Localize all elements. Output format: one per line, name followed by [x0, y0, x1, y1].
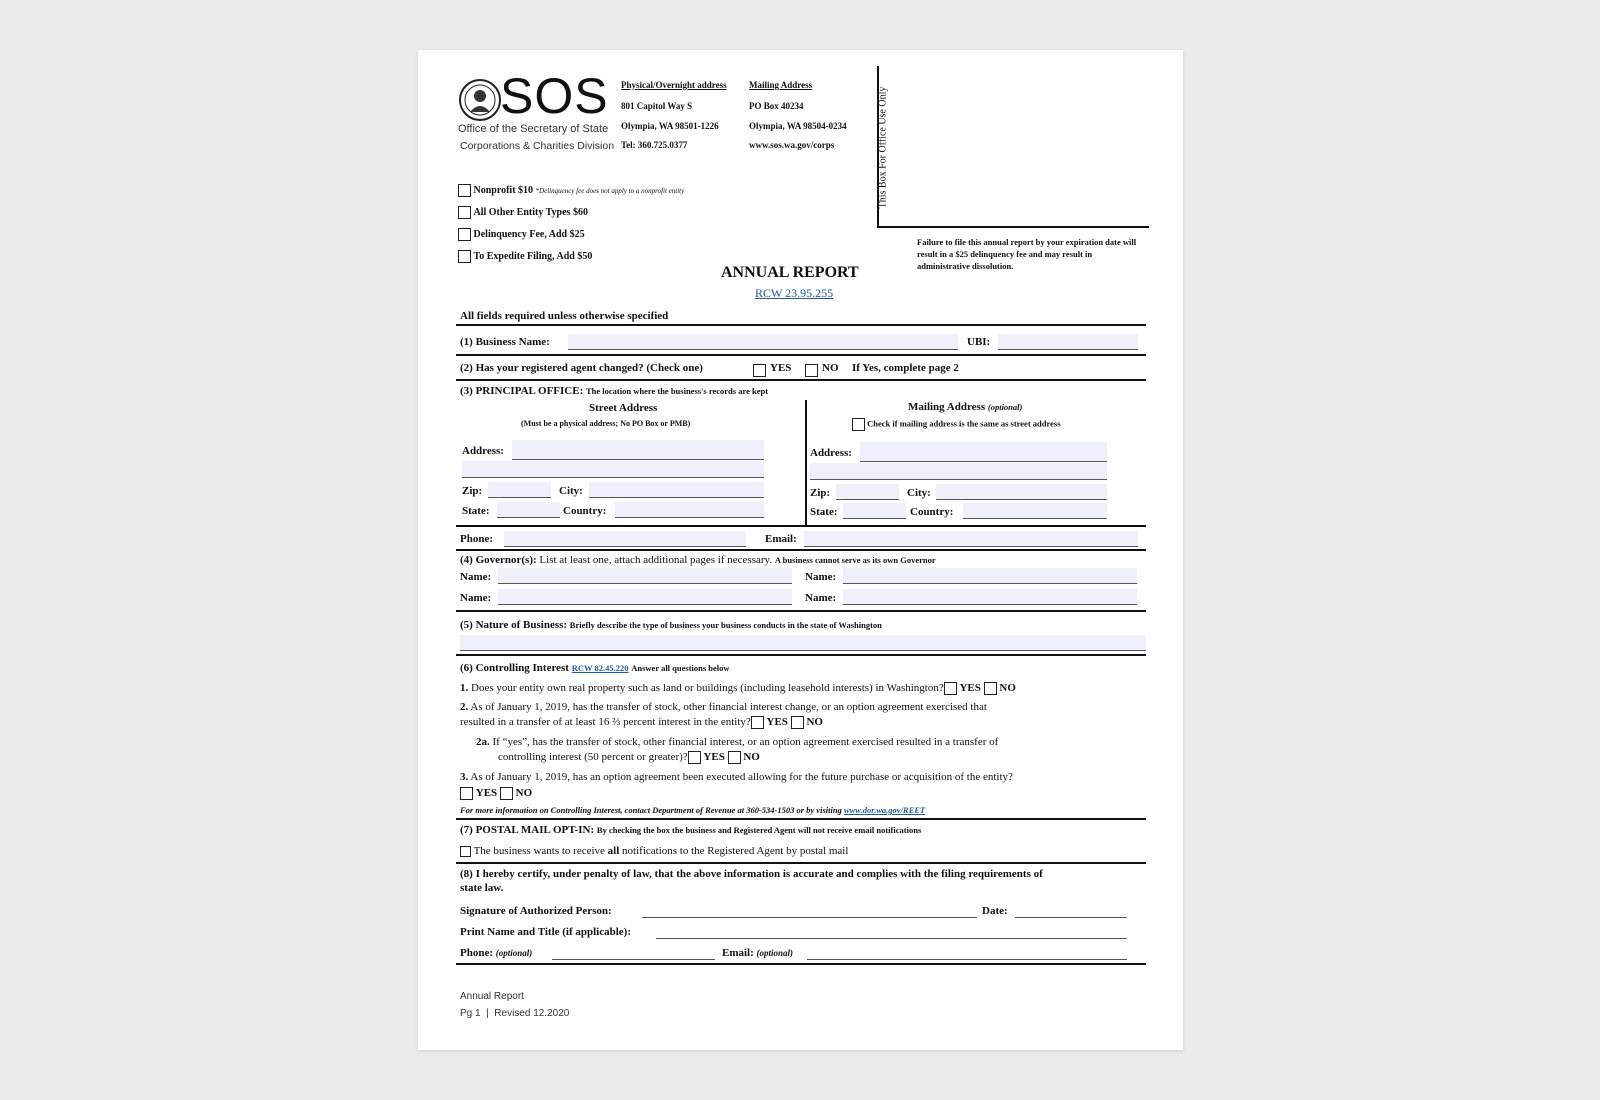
governors-text: List at least one, attach additional pages if necessary. [539, 554, 773, 566]
question-3 [460, 771, 1013, 783]
q3-text: As of January 1, 2019, has an option agreement been executed allowing for the future purchase or acquisition of the entity? [470, 771, 1013, 783]
sign-email-input[interactable] [807, 944, 1127, 960]
nature-label: (5) Nature of Business: [460, 619, 568, 631]
same-address-option[interactable] [852, 418, 1061, 431]
sign-phone-label [460, 947, 532, 959]
governor-name-input-1[interactable] [498, 568, 792, 584]
nature-input[interactable] [460, 635, 1146, 651]
q3-no-checkbox[interactable] [500, 787, 513, 800]
business-name-input[interactable] [568, 334, 958, 350]
question-2a [476, 736, 998, 748]
mailing-country-label: Country: [910, 506, 954, 518]
postal-heading [460, 824, 921, 836]
postal-opt-bold: all [607, 845, 620, 857]
q1-yes-label: YES [959, 682, 981, 695]
physical-heading: Physical/Overnight address [621, 80, 727, 90]
rule-10 [456, 963, 1146, 965]
q1-text: Does your entity own real property such as land or buildings (including leasehold interests) in Washington? [471, 682, 944, 695]
same-address-label: Check if mailing address is the same as street address [867, 418, 1061, 429]
fee-delinquency[interactable] [458, 228, 585, 241]
q3-yes-label: YES [475, 787, 498, 800]
certify-line1: (8) I hereby certify, under penalty of law, that the above information is accurate and complies with the filing requirements of [460, 868, 1043, 880]
q2a-no-label: NO [743, 751, 760, 764]
q2-text-line2: resulted in a transfer of at least 16 ⅔ percent interest in the entity? [460, 716, 751, 729]
street-address-label: Address: [462, 445, 504, 457]
question-3-answers [460, 787, 532, 800]
agent-no-checkbox[interactable] [805, 364, 818, 377]
rule-9 [456, 862, 1146, 864]
agent-note: If Yes, complete page 2 [852, 362, 959, 374]
office-box-bottom-rule [877, 226, 1149, 228]
fee-nonprofit-label: Nonprofit $10 [473, 184, 534, 196]
rule-5 [456, 549, 1146, 551]
print-name-label: Print Name and Title (if applicable): [460, 926, 632, 938]
postal-label: (7) POSTAL MAIL OPT-IN: [460, 824, 595, 836]
agent-yes-checkbox[interactable] [753, 364, 766, 377]
mailing-optional-label: (optional) [987, 402, 1023, 412]
postal-opt-in-checkbox[interactable] [460, 846, 471, 857]
principal-office-sub: The location where the business's records are kept [585, 386, 769, 396]
q2a-text-line2: controlling interest (50 percent or greater)? [498, 751, 688, 764]
mailing-state-label: State: [810, 506, 838, 518]
governors-heading [460, 554, 936, 566]
footer-doc: Annual Report [460, 991, 524, 1002]
mailing-address-input-1[interactable] [860, 442, 1107, 462]
fee-other-checkbox[interactable] [458, 206, 471, 219]
rule-4 [456, 525, 1146, 527]
agent-changed-label: (2) Has your registered agent changed? (Check one) [460, 362, 703, 374]
governor-name-label-3: Name: [460, 592, 492, 604]
controlling-note: Answer all questions below [631, 663, 730, 673]
phone-input[interactable] [504, 531, 746, 547]
sign-phone-optional: (optional) [495, 948, 533, 958]
dor-link[interactable]: www.dor.wa.gov/REET [843, 805, 926, 815]
q3-number: 3. [460, 771, 469, 783]
date-input[interactable] [1015, 902, 1127, 918]
postal-opt-pre: The business wants to receive [473, 845, 605, 857]
print-name-input[interactable] [656, 923, 1127, 939]
governor-name-label-2: Name: [805, 571, 837, 583]
mailing-state-input[interactable] [843, 503, 906, 519]
phone-label: Phone: [460, 533, 493, 545]
q2a-yes-label: YES [703, 751, 725, 764]
q2-no-checkbox[interactable] [791, 716, 804, 729]
fee-delinquency-label: Delinquency Fee, Add $25 [473, 228, 585, 240]
rule-8 [456, 818, 1146, 820]
street-state-input[interactable] [497, 502, 560, 518]
q3-no-label: NO [515, 787, 533, 800]
street-zip-input[interactable] [488, 482, 551, 498]
governor-name-input-2[interactable] [843, 568, 1137, 584]
fee-other[interactable] [458, 206, 588, 219]
mailing-line2: Olympia, WA 98504-0234 [749, 121, 847, 131]
mailing-address-field-label: Address: [810, 447, 852, 459]
email-input[interactable] [804, 531, 1138, 547]
governor-name-input-4[interactable] [843, 589, 1137, 605]
q2-yes-label: YES [766, 716, 788, 729]
division-name: Corporations & Charities Division [460, 140, 615, 152]
controlling-label: (6) Controlling Interest [460, 662, 569, 674]
governors-label: (4) Governor(s): [460, 554, 537, 566]
delinquency-warning: Failure to file this annual report by your expiration date will result in a $25 delinquency fee and may result in administrative dissolution. [917, 237, 1137, 271]
street-address-input-2[interactable] [462, 461, 764, 478]
principal-office-heading [460, 385, 768, 397]
signature-label: Signature of Authorized Person: [460, 905, 612, 917]
mailing-heading: Mailing Address [749, 80, 813, 90]
fee-nonprofit[interactable] [458, 184, 684, 197]
form-page [418, 50, 1183, 1050]
postal-note: By checking the box the business and Registered Agent will not receive email notifications [596, 825, 922, 835]
rule-address-divider [805, 400, 807, 526]
agent-no-label: NO [822, 362, 839, 374]
street-note: (Must be a physical address; No PO Box or PMB) [521, 419, 691, 428]
street-address-input-1[interactable] [512, 440, 764, 460]
street-country-input[interactable] [615, 502, 764, 518]
street-country-label: Country: [563, 505, 607, 517]
fee-expedite-checkbox[interactable] [458, 250, 471, 263]
q1-no-checkbox[interactable] [984, 682, 997, 695]
postal-opt-in[interactable] [460, 845, 848, 857]
mailing-zip-input[interactable] [836, 484, 899, 500]
q2a-text-line1: If “yes”, has the transfer of stock, other financial interest, or an option agreement exercised resulted in a transfer of [492, 736, 999, 748]
question-2a-line2 [498, 751, 760, 764]
same-address-checkbox[interactable] [852, 418, 865, 431]
rule-3 [456, 379, 1146, 381]
mailing-address-label: Mailing Address [908, 401, 986, 413]
street-state-label: State: [462, 505, 490, 517]
required-note: All fields required unless otherwise specified [460, 310, 669, 322]
q1-number: 1. [460, 682, 469, 695]
mailing-zip-label: Zip: [810, 487, 831, 499]
fee-expedite-label: To Expedite Filing, Add $50 [473, 250, 593, 262]
more-info-text: For more information on Controlling Interest, contact Department of Revenue at 360-534-1503 or by visiting [460, 805, 842, 815]
controlling-heading [460, 662, 730, 674]
sign-email-label [722, 947, 793, 959]
postal-opt-post: notifications to the Registered Agent by postal mail [622, 845, 849, 857]
sign-phone-input[interactable] [552, 944, 715, 960]
physical-tel: Tel: 360.725.0377 [621, 140, 688, 150]
governor-name-label-1: Name: [460, 571, 492, 583]
question-2 [460, 701, 987, 713]
physical-line1: 801 Capitol Way S [621, 101, 693, 111]
controlling-rcw-link[interactable]: RCW 82.45.220 [571, 663, 629, 673]
q1-yes-checkbox[interactable] [944, 682, 957, 695]
q3-yes-checkbox[interactable] [460, 787, 473, 800]
fee-nonprofit-checkbox[interactable] [458, 184, 471, 197]
sign-email-optional: (optional) [756, 948, 794, 958]
org-name: Office of the Secretary of State [458, 123, 609, 135]
signature-input[interactable] [642, 902, 977, 918]
rule-6 [456, 610, 1146, 612]
fee-nonprofit-note: *Delinquency fee does not apply to a nonprofit entity [535, 186, 685, 195]
sign-email-text: Email: [722, 947, 754, 959]
mailing-country-input[interactable] [963, 503, 1107, 519]
controlling-more-info [460, 805, 925, 815]
question-2-line2 [460, 716, 823, 729]
nature-heading [460, 619, 882, 631]
rule-2 [456, 354, 1146, 356]
logo-text: SOS [500, 68, 609, 124]
business-name-label: (1) Business Name: [460, 336, 550, 348]
mailing-city-input[interactable] [936, 484, 1107, 500]
question-1 [460, 682, 1016, 695]
rcw-link[interactable]: RCW 23.95.255 [755, 286, 834, 300]
q2a-no-checkbox[interactable] [728, 751, 741, 764]
fee-delinquency-checkbox[interactable] [458, 228, 471, 241]
physical-line2: Olympia, WA 98501-1226 [621, 121, 719, 131]
fee-other-label: All Other Entity Types $60 [473, 206, 588, 218]
date-label: Date: [982, 905, 1008, 917]
q2-no-label: NO [806, 716, 823, 729]
rule-7 [456, 654, 1146, 656]
state-seal-icon [458, 78, 502, 122]
office-use-label: This Box For Office Use Only [877, 86, 889, 209]
email-label: Email: [765, 533, 797, 545]
street-heading: Street Address [589, 402, 658, 414]
governor-name-input-3[interactable] [498, 589, 792, 605]
principal-office-label: (3) PRINCIPAL OFFICE: [460, 385, 584, 397]
street-city-input[interactable] [589, 482, 764, 498]
mailing-city-label: City: [907, 487, 931, 499]
governors-note: A business cannot serve as its own Governor [774, 555, 936, 565]
form-title: ANNUAL REPORT [721, 264, 859, 281]
mailing-address-input-2[interactable] [810, 463, 1107, 480]
governor-name-label-4: Name: [805, 592, 837, 604]
fee-expedite[interactable] [458, 250, 592, 263]
rule-1 [456, 324, 1146, 326]
mailing-line1: PO Box 40234 [749, 101, 804, 111]
q2a-number: 2a. [476, 736, 490, 748]
street-city-label: City: [559, 485, 583, 497]
q1-no-label: NO [999, 682, 1016, 695]
ubi-label: UBI: [967, 336, 991, 348]
ubi-input[interactable] [998, 334, 1138, 350]
q2-text-line1: As of January 1, 2019, has the transfer of stock, other financial interest change, or an option agreement exercised that [470, 701, 987, 713]
nature-note: Briefly describe the type of business your business conducts in the state of Washington [569, 620, 882, 630]
street-zip-label: Zip: [462, 485, 483, 497]
mailing-web: www.sos.wa.gov/corps [749, 140, 835, 150]
q2a-yes-checkbox[interactable] [688, 751, 701, 764]
sign-phone-text: Phone: [460, 947, 493, 959]
footer-page: Pg 1 | Revised 12.2020 [460, 1008, 570, 1019]
mailing-address-heading [908, 401, 1022, 413]
q2-yes-checkbox[interactable] [751, 716, 764, 729]
q2-number: 2. [460, 701, 469, 713]
agent-yes-label: YES [770, 362, 792, 374]
certify-line2: state law. [460, 882, 504, 894]
